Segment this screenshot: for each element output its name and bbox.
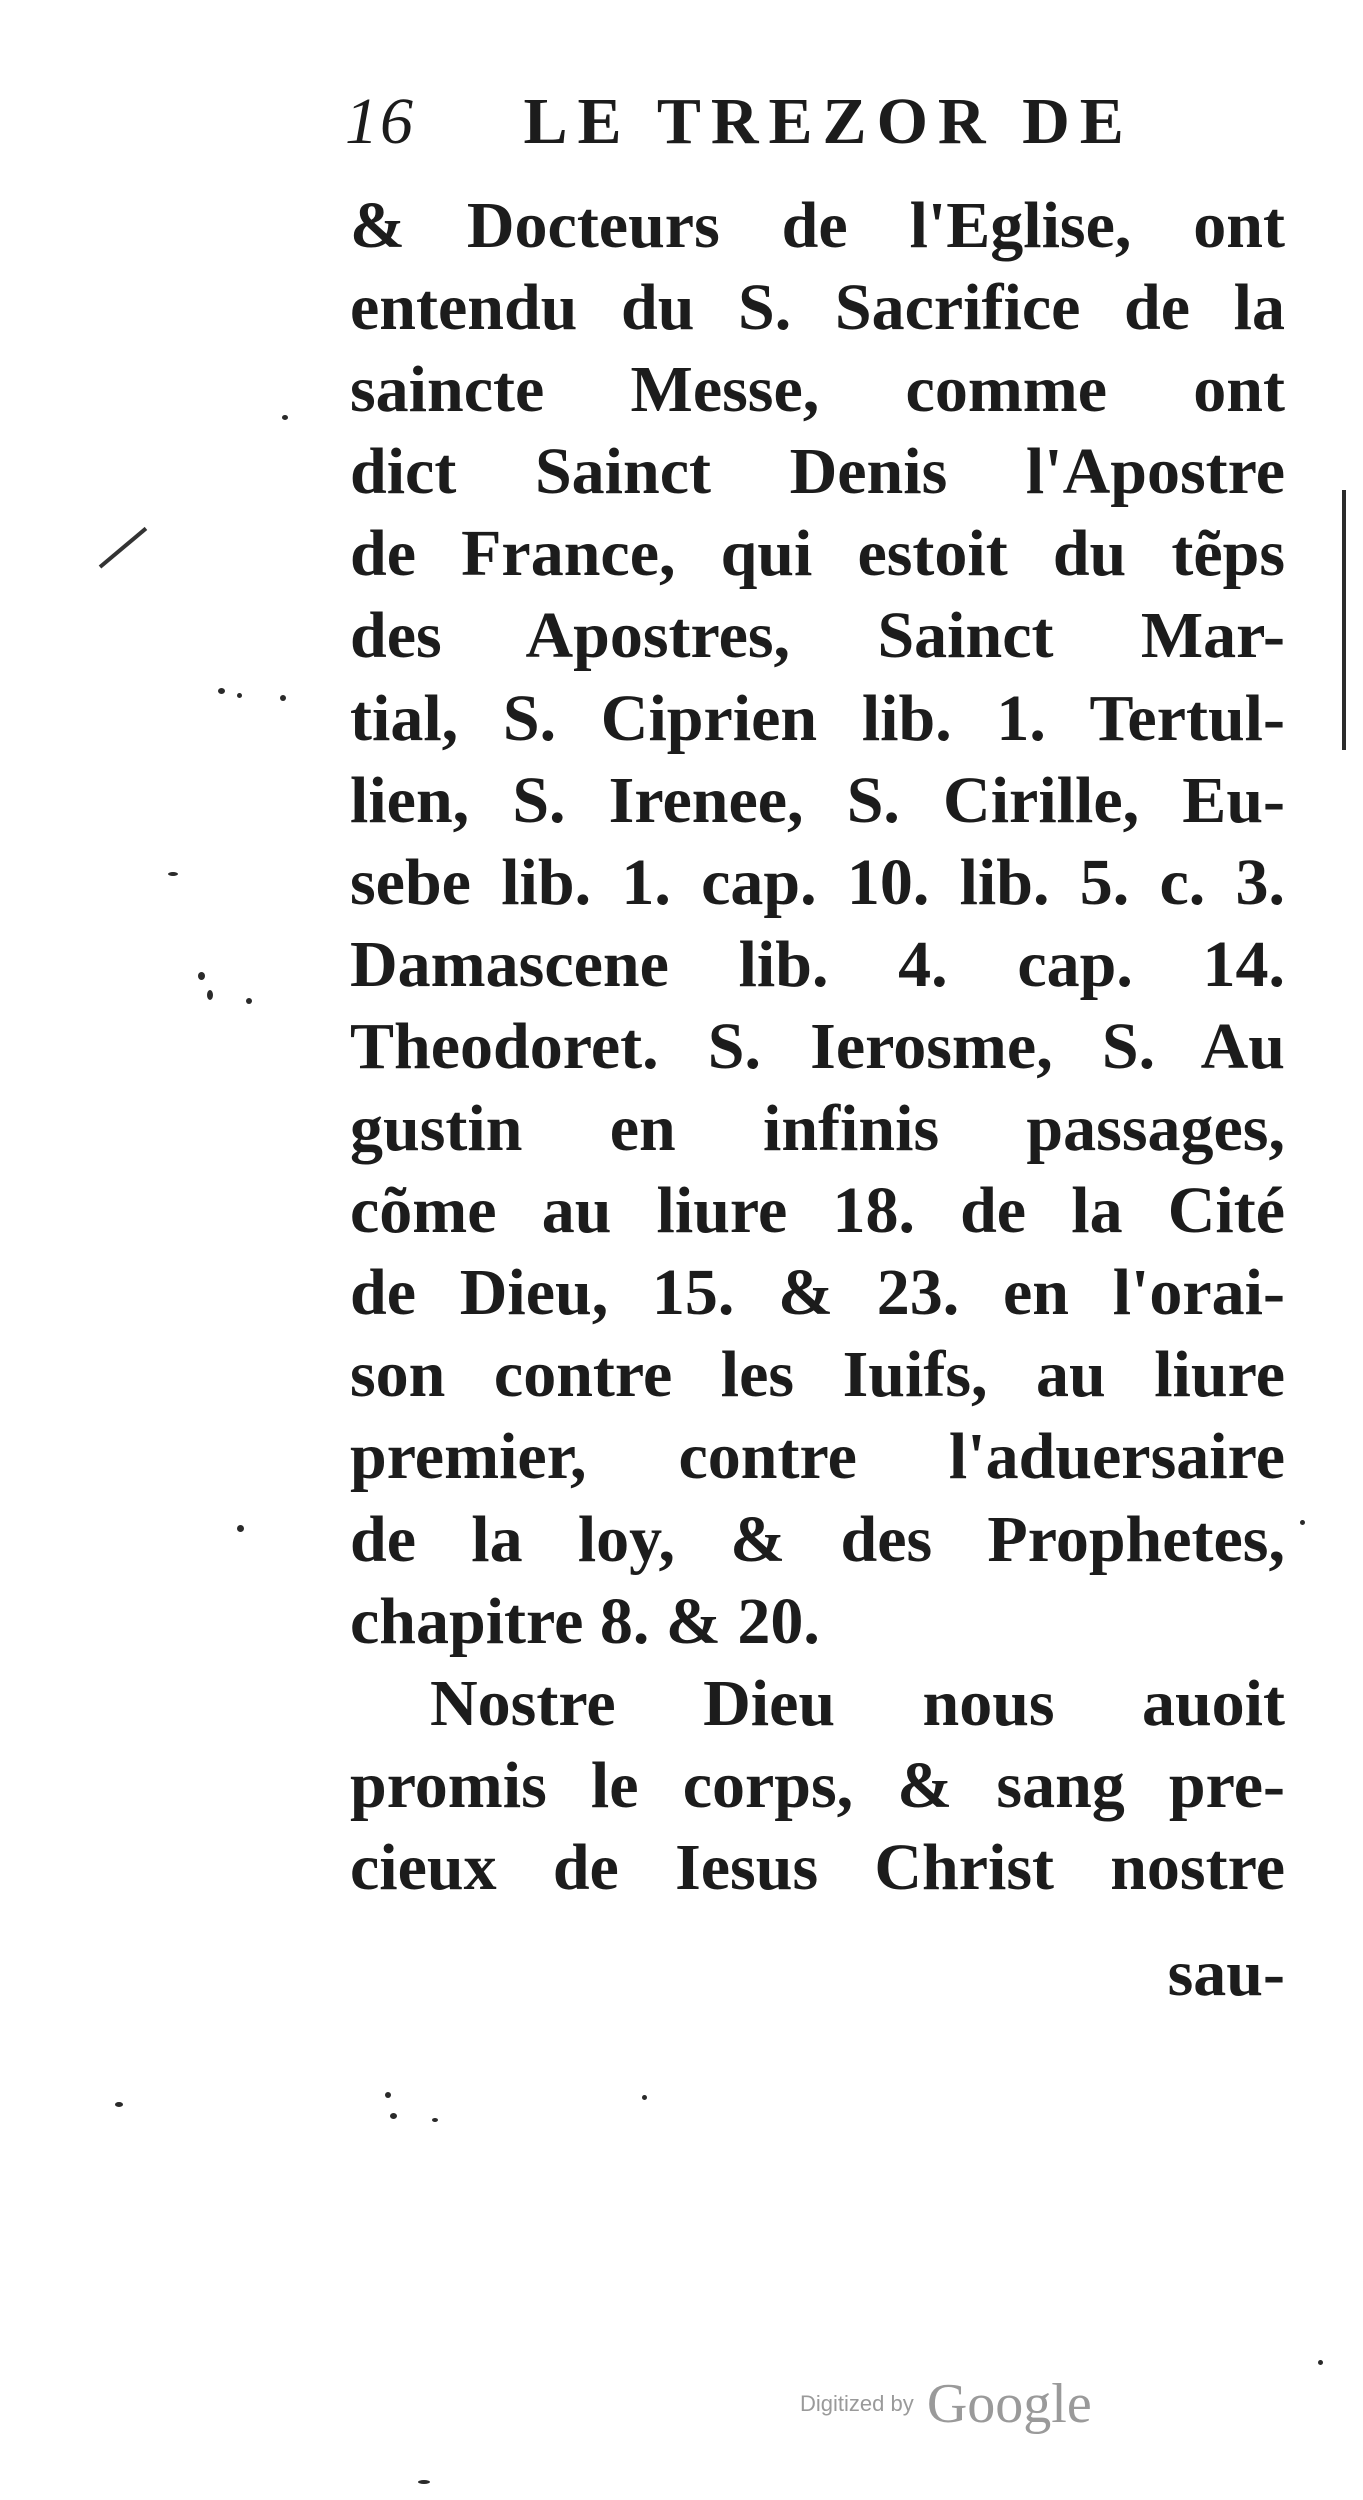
gutter-shadow: [1342, 490, 1346, 750]
body-text: [350, 185, 1285, 2015]
ink-speck: [1318, 2360, 1323, 2365]
text-line: Theodoret. S. Ierosme, S. Au: [350, 1009, 1285, 1083]
text-line: cõme au liure 18. de la Cité: [350, 1174, 1285, 1248]
text-line: son contre les Iuifs, au liure: [350, 1338, 1285, 1412]
text-line: lien, S. Irenee, S. Cirille, Eu-: [350, 763, 1285, 837]
text-line: de France, qui estoit du tẽps: [350, 517, 1285, 591]
ink-speck: [418, 2480, 430, 2484]
ink-speck: [432, 2118, 438, 2122]
text-line: saincte Messe, comme ont: [350, 353, 1285, 427]
ink-speck: [280, 695, 286, 701]
paragraph-line: Nostre Dieu nous auoit: [430, 1666, 1285, 1740]
paragraph-line: cieux de Iesus Christ nostre: [350, 1830, 1285, 1904]
text-line: sebe lib. 1. cap. 10. lib. 5. c. 3.: [350, 845, 1285, 919]
text-line: de la loy, & des Prophetes,: [350, 1502, 1285, 1576]
page-number: 16: [345, 85, 415, 158]
paragraph-line: promis le corps, & sang pre-: [350, 1748, 1285, 1822]
ink-speck: [282, 415, 288, 420]
ink-speck: [237, 1525, 244, 1532]
running-title: LE TREZOR DE: [523, 85, 1134, 158]
text-line: dict Sainct Denis l'Apostre: [350, 435, 1285, 509]
ink-speck: [198, 972, 205, 980]
ink-speck: [385, 2092, 391, 2098]
ink-speck: [390, 2113, 397, 2119]
digitization-watermark: [800, 2372, 1092, 2436]
catchword: sau-: [1167, 1936, 1285, 2010]
ink-speck: [218, 688, 225, 694]
text-line: entendu du S. Sacrifice de la: [350, 271, 1285, 345]
text-line: Damascene lib. 4. cap. 14.: [350, 927, 1285, 1001]
ink-speck: [237, 693, 242, 698]
text-line: de Dieu, 15. & 23. en l'orai-: [350, 1256, 1285, 1330]
text-line: chapitre 8. & 20.: [350, 1584, 820, 1658]
text-line: tial, S. Ciprien lib. 1. Tertul-: [350, 681, 1285, 755]
ink-speck: [246, 998, 252, 1004]
ink-speck: [168, 872, 178, 876]
text-line: & Docteurs de l'Eglise, ont: [350, 189, 1285, 262]
ink-speck: [642, 2095, 647, 2100]
text-line: des Apostres, Sainct Mar-: [350, 599, 1285, 673]
watermark-prefix: Digitized by: [800, 2391, 914, 2416]
margin-ink-stroke: [99, 527, 148, 569]
ink-speck: [1300, 1520, 1305, 1525]
text-line: premier, contre l'aduersaire: [350, 1420, 1285, 1494]
google-logo: Google: [926, 2373, 1092, 2435]
text-line: gustin en infinis passages,: [350, 1092, 1285, 1166]
page-header: [345, 82, 1205, 162]
ink-speck: [115, 2102, 123, 2107]
ink-speck: [207, 990, 213, 1000]
